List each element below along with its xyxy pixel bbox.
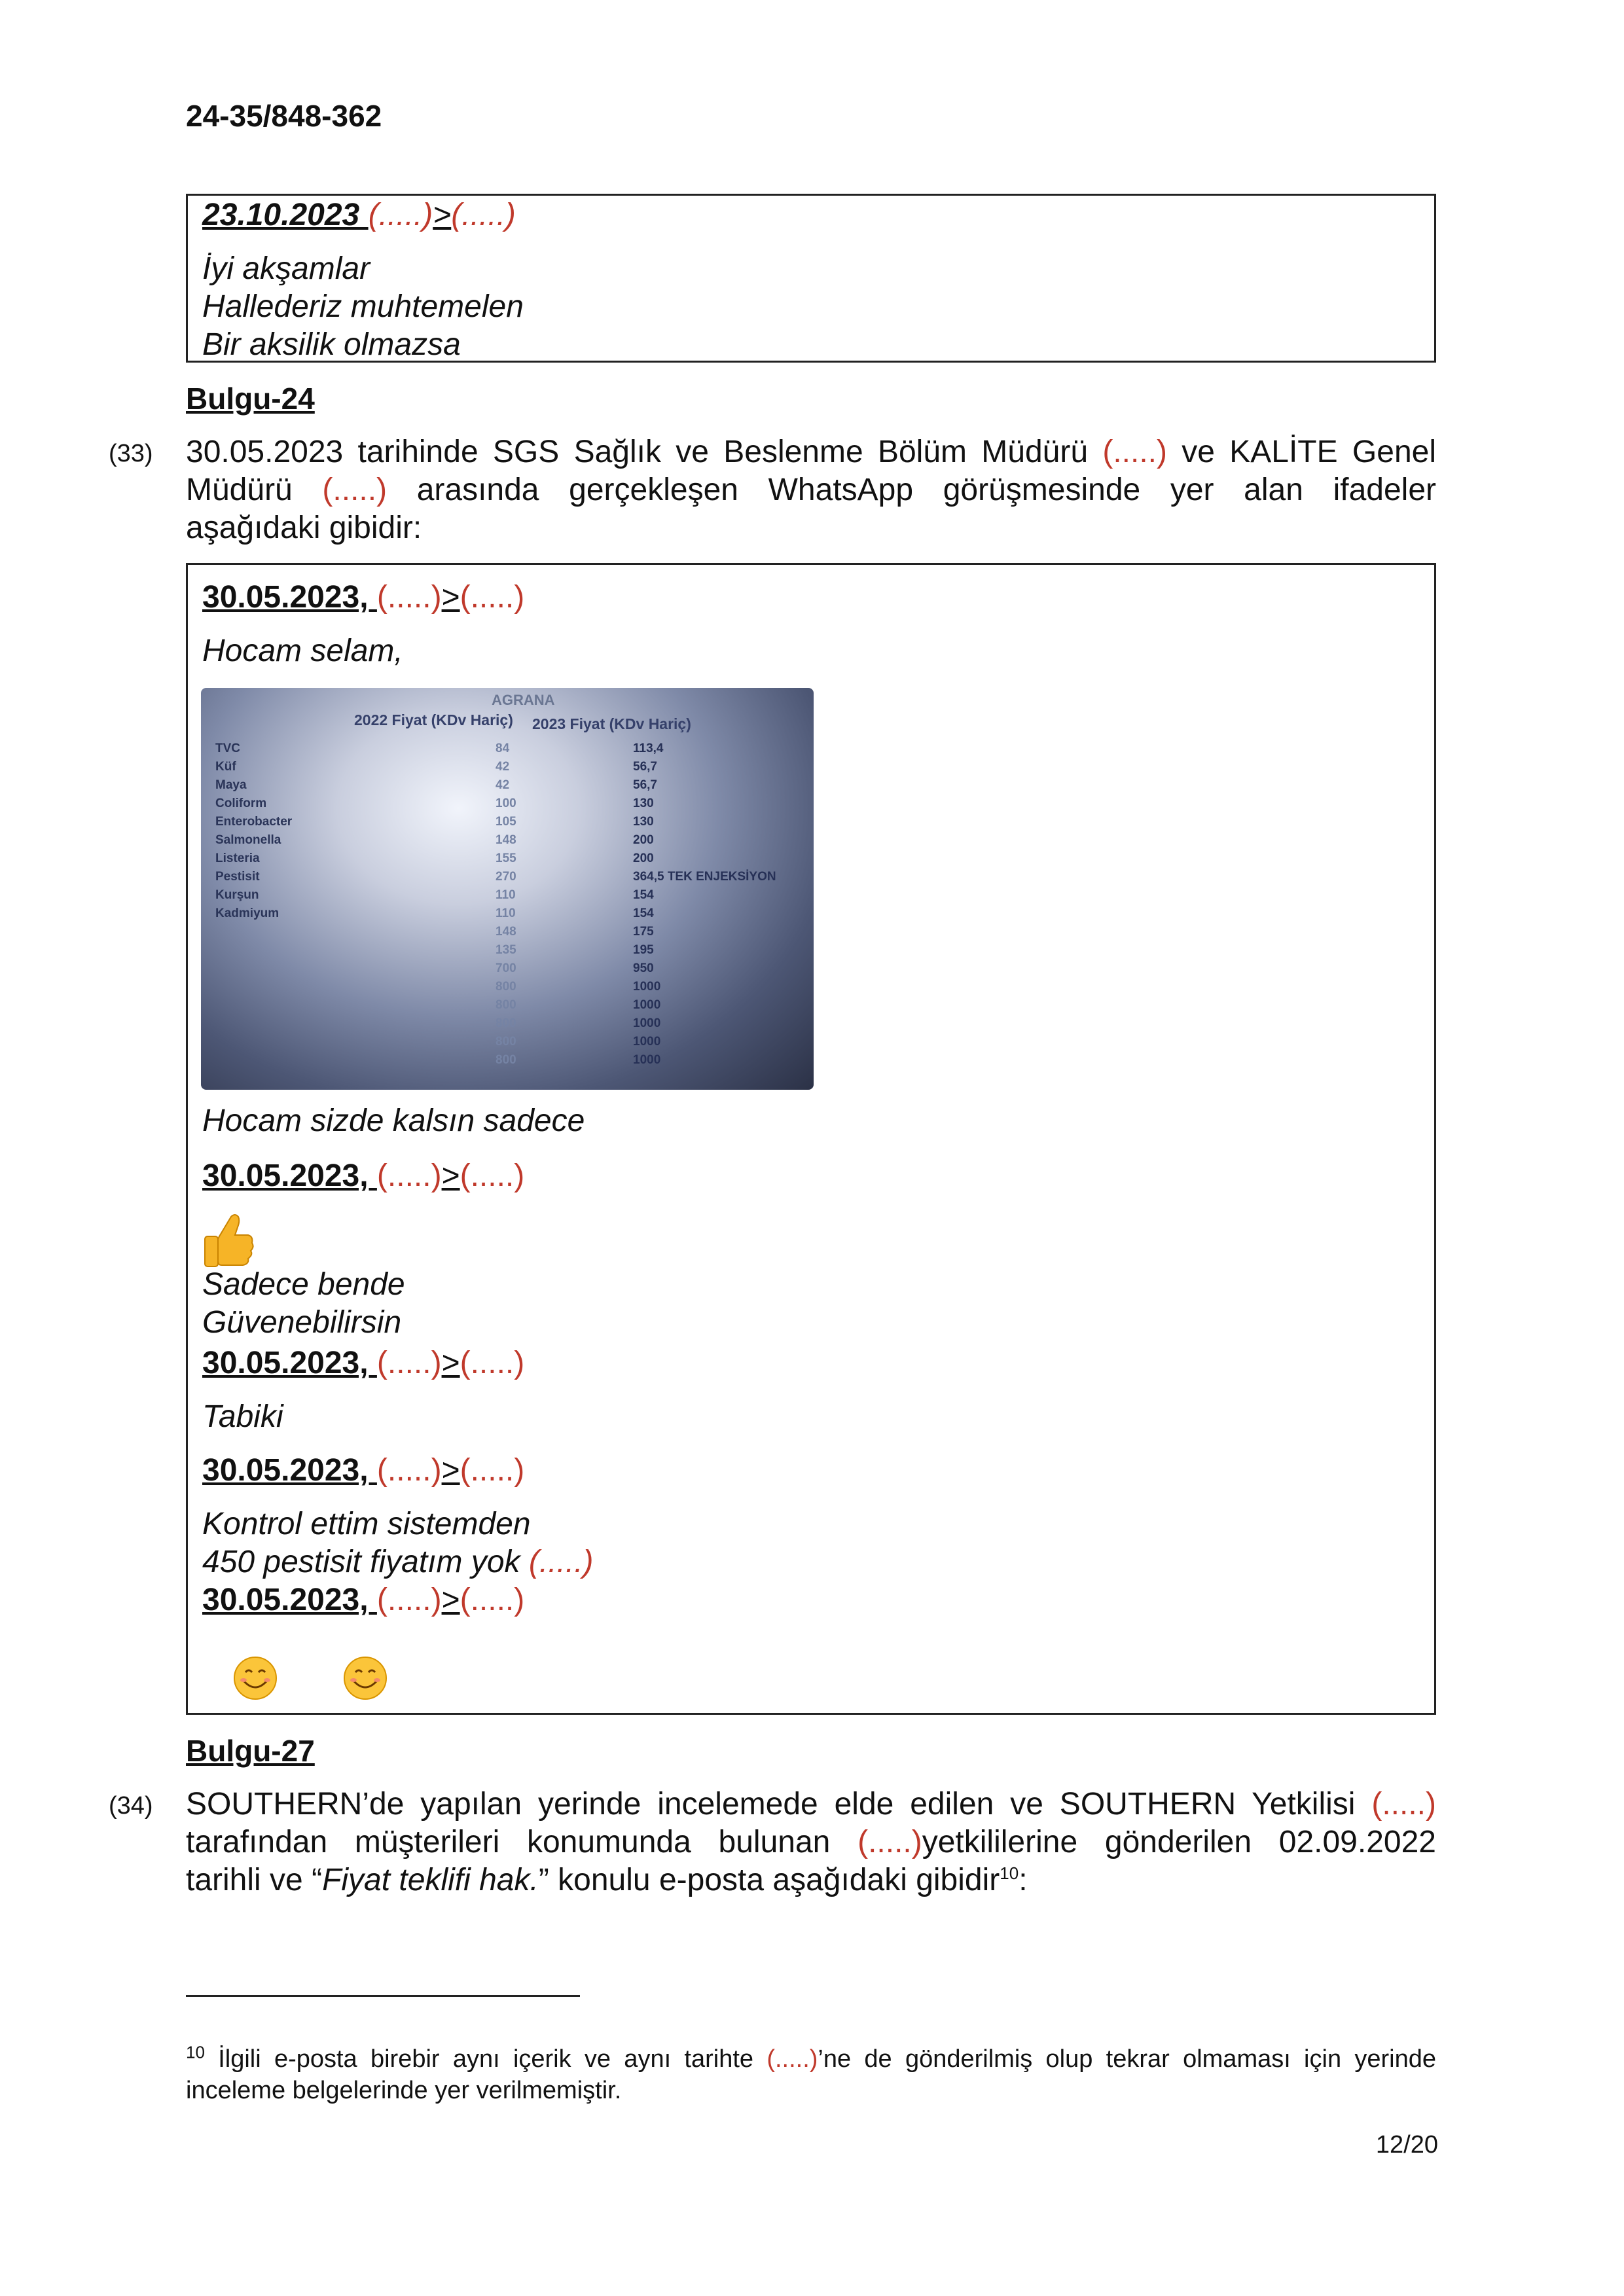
row-2023-price: 154: [633, 906, 654, 920]
row-2022-price: 42: [496, 760, 510, 774]
photo-table-row: [201, 998, 814, 1016]
thumbs-up-icon: [202, 1213, 255, 1269]
row-label: Kurşun: [215, 888, 259, 902]
paragraph-33: [186, 433, 1436, 547]
row-2022-price: 84: [496, 742, 510, 755]
row-label: TVC: [215, 742, 240, 755]
photo-table-row: [201, 797, 814, 814]
smiling-face-icon: [232, 1655, 278, 1701]
photo-table-row: [201, 778, 814, 796]
message-header: [202, 197, 516, 234]
row-label: Listeria: [215, 852, 260, 865]
photo-table-row: [201, 1053, 814, 1071]
photo-table-row: [201, 852, 814, 869]
row-2023-price: 1000: [633, 998, 661, 1012]
row-2023-price: 1000: [633, 1053, 661, 1067]
finding-heading: Bulgu-24: [186, 382, 315, 416]
photo-table-title: AGRANA: [492, 692, 555, 708]
message-header: 30.05.2023, (.....)>(.....): [202, 1346, 525, 1380]
message-line: İyi akşamlar: [202, 251, 370, 286]
row-2022-price: 800: [496, 980, 516, 994]
chat-excerpt-box-1: [186, 194, 1436, 363]
photo-table-row: [201, 943, 814, 961]
photo-table-row: [201, 833, 814, 851]
row-2023-price: 113,4: [633, 742, 664, 755]
row-2022-price: 155: [496, 852, 516, 865]
paragraph-row: Müdürü (.....) arasında gerçekleşen WhatsApp görüşmesinde yer alan ifadeler: [186, 473, 1437, 507]
paragraph-34: [186, 1785, 1436, 1899]
message-header: 30.05.2023, (.....)>(.....): [202, 1158, 525, 1193]
paragraph-number: (34): [109, 1792, 153, 1820]
row-label: Pestisit: [215, 870, 260, 884]
row-2022-price: 148: [496, 833, 516, 847]
row-2023-price: 56,7: [633, 778, 657, 792]
photo-table-row: [201, 742, 814, 759]
row-2023-price: 154: [633, 888, 654, 902]
row-2023-price: 1000: [633, 980, 661, 994]
message-header: 30.05.2023, (.....)>(.....): [202, 580, 525, 615]
photo-col-2022: 2022 Fiyat (KDv Hariç): [354, 711, 513, 728]
photo-table-row: [201, 1035, 814, 1052]
message-header: 30.05.2023, (.....)>(.....): [202, 1583, 525, 1617]
paragraph-row: SOUTHERN’de yapılan yerinde incelemede elde edilen ve SOUTHERN Yetkilisi (.....): [186, 1787, 1436, 1821]
row-2023-price: 1000: [633, 1016, 661, 1030]
row-2022-price: 800: [496, 1053, 516, 1067]
finding-heading: Bulgu-27: [186, 1734, 315, 1768]
row-2022-price: 800: [496, 998, 516, 1012]
arrow-sign: >: [433, 198, 452, 232]
row-2023-price: 56,7: [633, 760, 657, 774]
message-line: 450 pestisit fiyatım yok (.....): [202, 1545, 594, 1579]
photo-table-row: [201, 925, 814, 942]
photo-table-row: [201, 815, 814, 833]
footnote-ref: 10: [1000, 1863, 1019, 1883]
row-label: Küf: [215, 760, 236, 774]
paragraph-row: tarihli ve “Fiyat teklifi hak.” konulu e-posta aşağıdaki gibidir$^{10}$:: [186, 1863, 1028, 1897]
photo-table-row: [201, 760, 814, 778]
row-label: Enterobacter: [215, 815, 293, 829]
row-2022-price: 148: [496, 925, 516, 939]
chat-excerpt-box-2: [186, 563, 1436, 1715]
row-2022-price: 110: [496, 906, 516, 920]
photo-table-row: [201, 870, 814, 888]
row-2023-price: 130: [633, 797, 654, 810]
row-2022-price: 100: [496, 797, 516, 810]
photo-col-2023: 2023 Fiyat (KDv Hariç): [532, 715, 691, 732]
smiling-face-icon: [342, 1655, 388, 1701]
message-header: 30.05.2023, (.....)>(.....): [202, 1453, 525, 1488]
row-2022-price: 700: [496, 961, 516, 975]
row-2023-price: 1000: [633, 1035, 661, 1049]
footnote: $^{10}$ İlgili e-posta birebir aynı içerik ve aynı tarihte (.....)’ne de gönderilmiş olup tekrar olmaması için yerinde inceleme belgelerinde yer verilmemiştir.: [186, 2042, 1436, 2104]
row-2022-price: 800: [496, 1016, 516, 1030]
row-label: Coliform: [215, 797, 267, 810]
redacted-sender: (.....): [368, 198, 433, 232]
row-2023-price: 200: [633, 833, 654, 847]
row-label: Maya: [215, 778, 247, 792]
message-line: Sadece bende: [202, 1267, 405, 1302]
row-2022-price: 105: [496, 815, 516, 829]
redacted-recipient: (.....): [451, 198, 516, 232]
message-line: Bir aksilik olmazsa: [202, 327, 461, 362]
message-line: Güvenebilirsin: [202, 1305, 402, 1340]
row-2023-price: 130: [633, 815, 654, 829]
row-2023-price: 195: [633, 943, 654, 957]
row-label: Kadmiyum: [215, 906, 280, 920]
message-line: Hocam sizde kalsın sadece: [202, 1103, 585, 1138]
message-date: 23.10.2023: [202, 198, 369, 232]
document-reference: 24-35/848-362: [186, 99, 382, 133]
paragraph-row: tarafından müşterileri konumunda bulunan (.....)yetkililerine gönderilen 02.09.2022: [186, 1825, 1436, 1859]
row-2022-price: 110: [496, 888, 516, 902]
message-line: Hallederiz muhtemelen: [202, 289, 524, 324]
row-2022-price: 270: [496, 870, 516, 884]
footnote-separator: [186, 1995, 580, 1997]
page-number: 12/20: [1375, 2131, 1438, 2159]
message-line: Hocam selam,: [202, 634, 403, 668]
paragraph-row: 30.05.2023 tarihinde SGS Sağlık ve Beslenme Bölüm Müdürü (.....) ve KALİTE Genel: [186, 435, 1437, 469]
paragraph-number: (33): [109, 440, 153, 467]
message-line: Tabiki: [202, 1399, 283, 1434]
photo-table-row: [201, 888, 814, 906]
row-2022-price: 42: [496, 778, 510, 792]
photo-table-row: [201, 1016, 814, 1034]
photo-table-row: [201, 906, 814, 924]
price-list-photo: [201, 688, 814, 1090]
row-2023-price: 200: [633, 852, 654, 865]
row-2022-price: 135: [496, 943, 516, 957]
row-2023-price: 175: [633, 925, 654, 939]
photo-table-row: [201, 980, 814, 997]
message-line: Kontrol ettim sistemden: [202, 1507, 531, 1541]
paragraph-row: aşağıdaki gibidir:: [186, 511, 422, 545]
row-2022-price: 800: [496, 1035, 516, 1049]
photo-table-row: [201, 961, 814, 979]
row-2023-price: 364,5 TEK ENJEKSİYON: [633, 870, 776, 884]
row-label: Salmonella: [215, 833, 281, 847]
row-2023-price: 950: [633, 961, 654, 975]
